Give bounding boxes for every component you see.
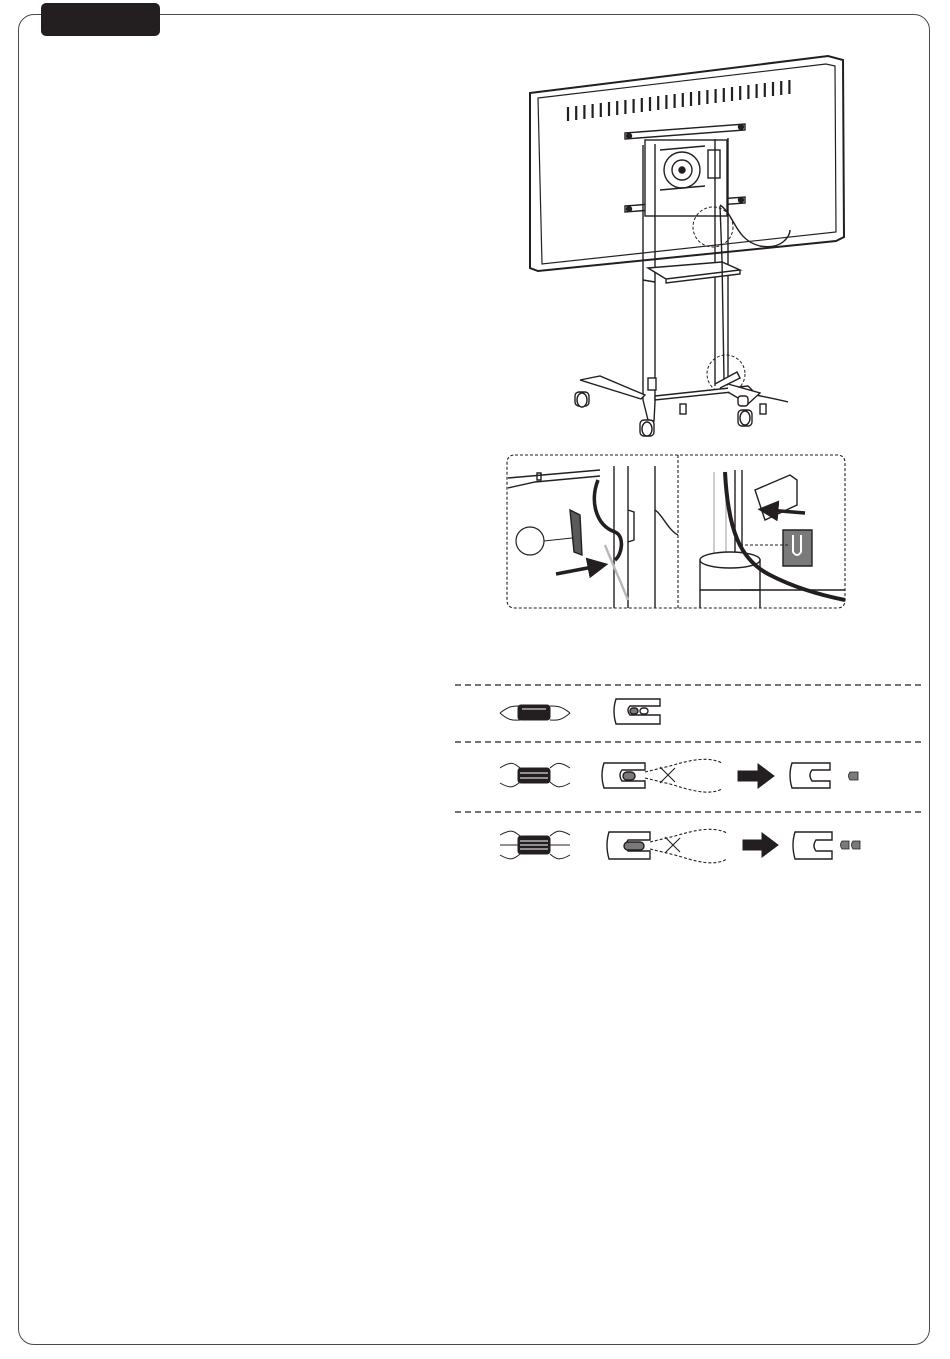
row-2-double-cable bbox=[500, 763, 570, 786]
row-3-trimmed-clip bbox=[793, 832, 860, 859]
row-3-result-arrow bbox=[743, 833, 778, 857]
row-2-trimmed-clip bbox=[790, 763, 858, 788]
clip-trim-table bbox=[455, 685, 922, 863]
detail-left-clip-insert bbox=[508, 466, 678, 608]
row-2-clip-with-pliers bbox=[602, 759, 722, 792]
tv-cart-illustration bbox=[530, 56, 844, 436]
base-clip-b bbox=[760, 404, 766, 414]
row-1-full-clip bbox=[614, 699, 660, 724]
row-2-result-arrow bbox=[738, 764, 774, 788]
row-3-clip-with-pliers bbox=[607, 829, 727, 863]
row-3-triple-cable bbox=[500, 831, 570, 859]
cart-base bbox=[580, 372, 760, 421]
part-callout-circle bbox=[516, 527, 544, 555]
cart-shelf bbox=[648, 262, 740, 283]
detail-panel bbox=[507, 455, 845, 608]
base-clip-a bbox=[680, 404, 686, 414]
detail-right-clip-base bbox=[700, 470, 845, 608]
row-1-single-cable bbox=[500, 705, 570, 720]
